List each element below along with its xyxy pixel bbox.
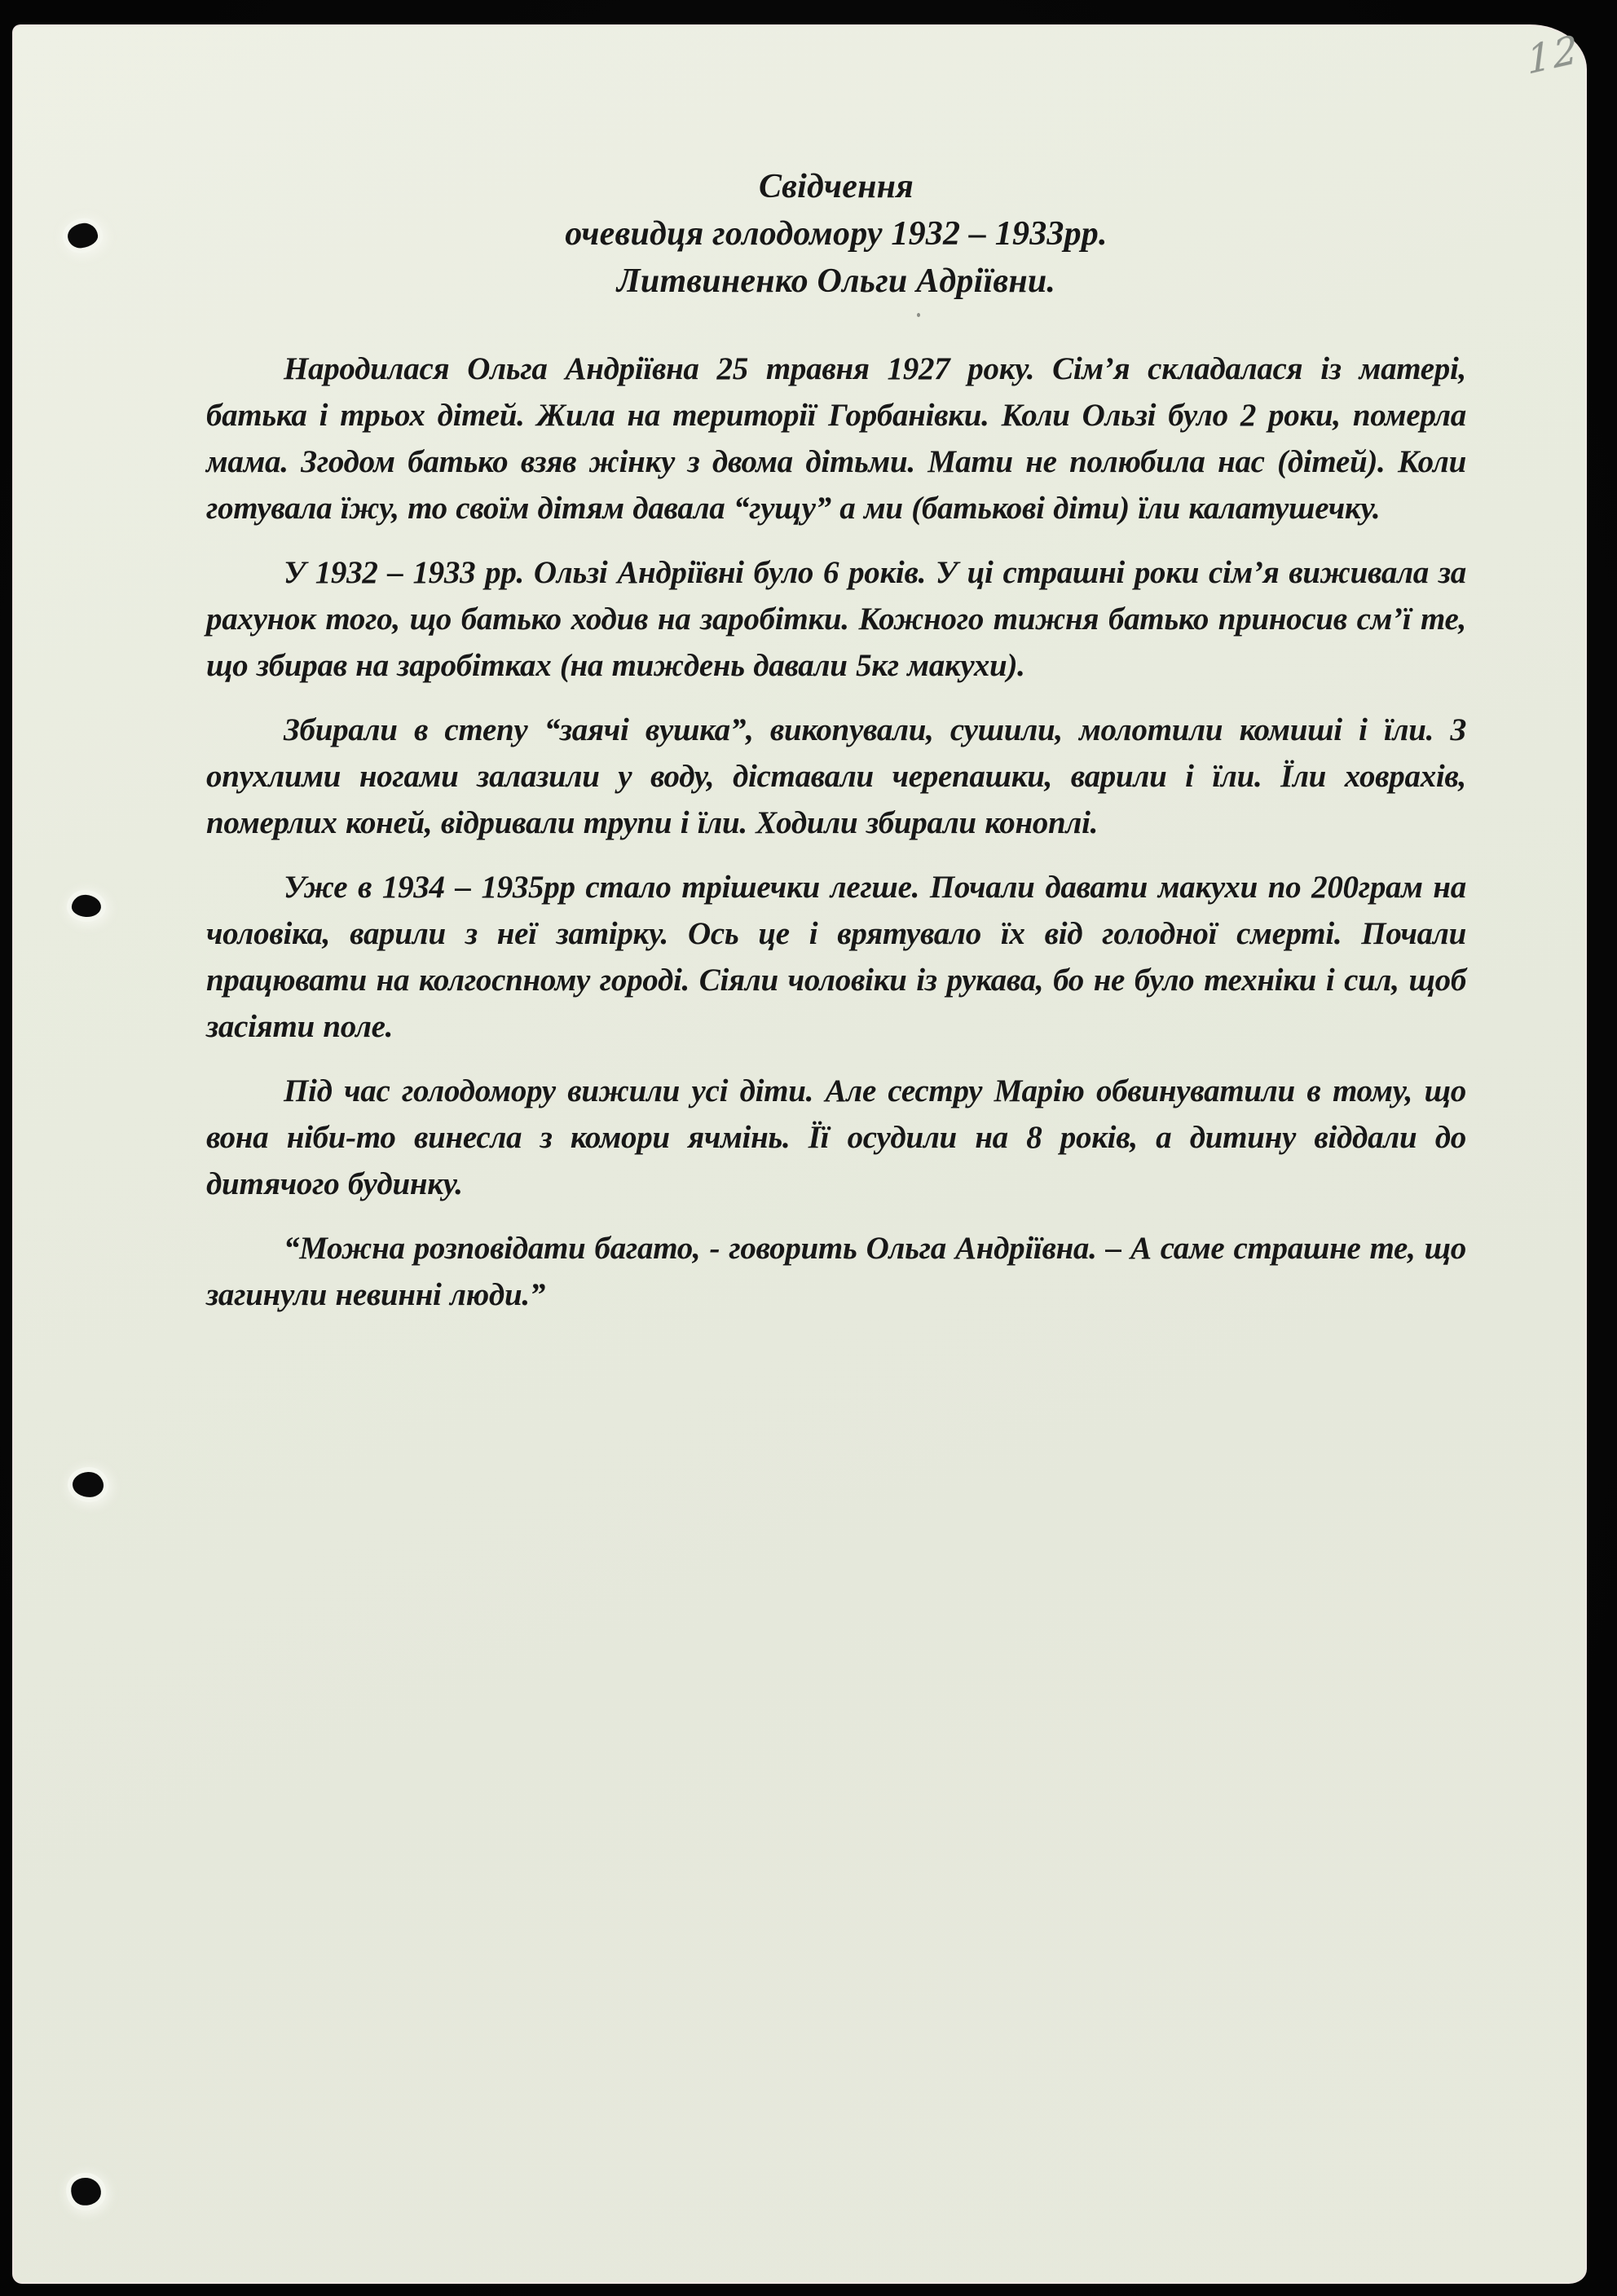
title-line-1: Свідчення [758, 168, 914, 205]
paragraph-birth-family: Народилася Ольга Андріївна 25 травня 1927 року. Сім’я складалася із матері, батька і трьох дітей. Жила на території Горбанівки. Коли Ользі було 2 роки, померла мама. Згодом батько взяв жінку з двома дітьми. Мати не полюбила нас (дітей). Коли готувала їжу, то своїм дітям давала “гущу” а ми (батькові діти) їли калатушечку. [206, 351, 1466, 526]
document-content [206, 163, 1466, 1336]
paragraph-sister-maria: Під час голодомору вижили усі діти. Але сестру Марію обвинуватили в тому, що вона ніби-то винесла з комори ячмінь. Її осудили на 8 років, а дитину віддали до дитячого будинку. [206, 1073, 1466, 1201]
paragraph-closing-quote: “Можна розповідати багато, - говорить Ольга Андріївна. – А саме страшне те, що загинули невинні люди.” [206, 1231, 1466, 1312]
punch-hole-top [67, 222, 99, 249]
punch-hole-upper-middle [71, 894, 102, 918]
paragraph-1932-1933: У 1932 – 1933 рр. Ользі Андріївні було 6 років. У ці страшні роки сім’я виживала за рахунок того, що батько ходив на заробітки. Кожного тижня батько приносив см’ї те, що збирав на заробітках (на тиждень давали 5кг макухи). [206, 555, 1466, 683]
paragraph-1934-1935: Уже в 1934 – 1935рр стало трішечки легше. Почали давати макухи по 200грам на чоловіка, варили з неї затірку. Ось це і врятувало їх від голодної смерті. Почали працювати на колгоспному городі. Сіяли чоловіки із рукава, бо не було техніки і сил, щоб засіяти поле. [206, 870, 1466, 1044]
title-line-3: Литвиненко Ольги Адріївни. [616, 262, 1056, 300]
punch-hole-lower-middle [72, 1471, 104, 1498]
punch-hole-bottom [69, 2176, 103, 2207]
title-line-2: очевидця голодомору 1932 – 1933рр. [565, 215, 1108, 253]
paragraph-food-gathering: Збирали в степу “заячі вушка”, викопували, сушили, молотили комиші і їли. З опухлими ногами залазили у воду, діставали черепашки, варили і їли. Їли ховрахів, померлих коней, відривали трупи і їли. Ходили збирали коноплі. [206, 712, 1466, 840]
document-title [206, 163, 1466, 305]
handwritten-page-number: 12 [1526, 26, 1581, 84]
document-page [12, 24, 1587, 2284]
